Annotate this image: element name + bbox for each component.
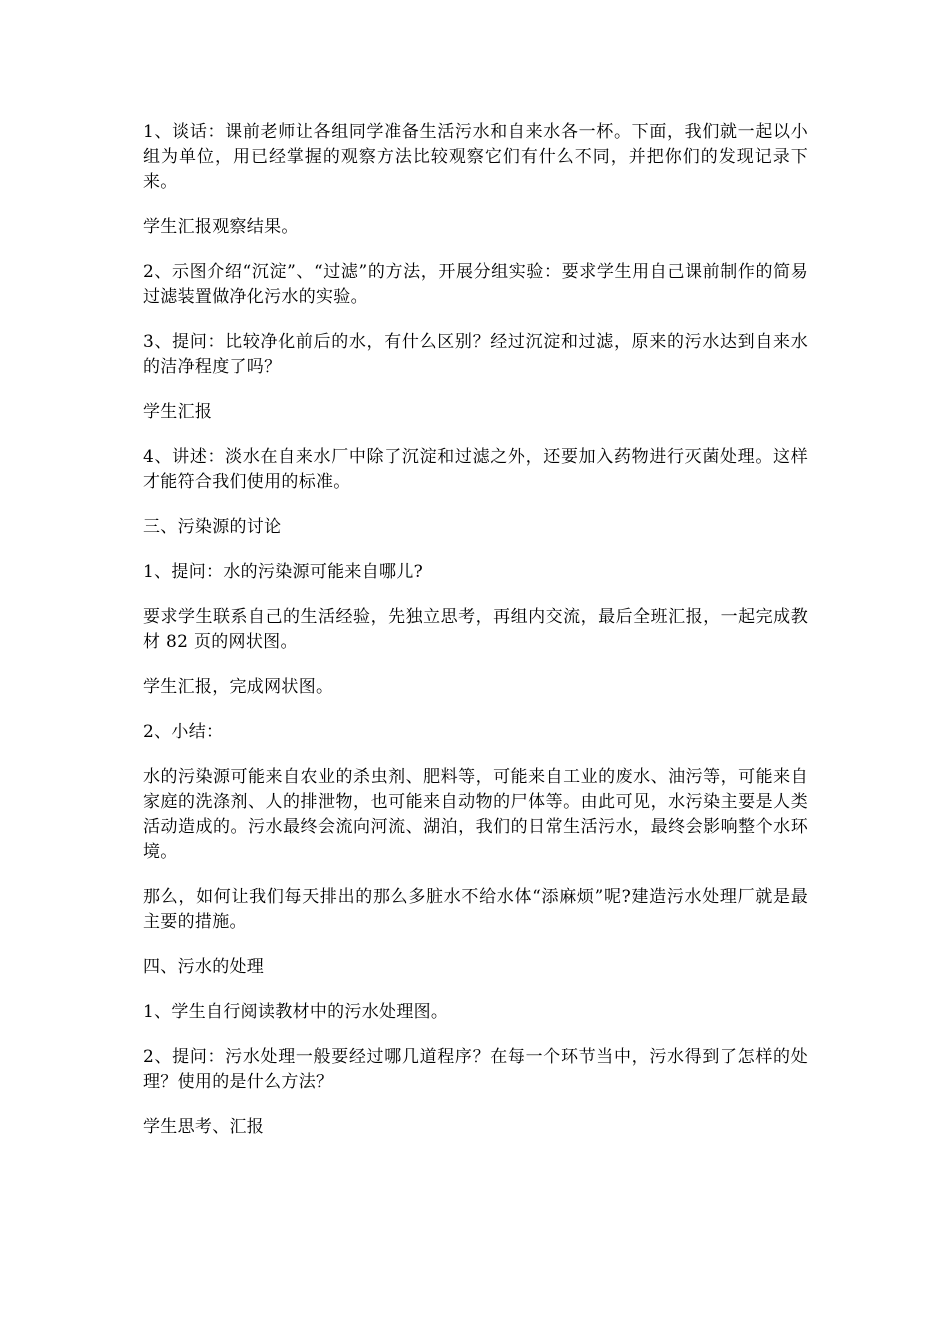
paragraph-summary-label: 2、小结： [143,722,224,742]
section-heading-pollution-sources: 三、污染源的讨论 [143,517,282,537]
paragraph-complete-diagram: 学生汇报，完成网状图。 [143,677,334,697]
section-heading-sewage-treatment: 四、污水的处理 [143,957,265,977]
paragraph-summary-text: 水的污染源可能来自农业的杀虫剂、肥料等，可能来自工业的废水、油污等，可能来自家庭的洗涤剂、人的排泄物，也可能来自动物的尸体等。由此可见，水污染主要是人类活动造成的。污水最终会流向河流、湖泊，我们的日常生活污水，最终会影响整个水环境。 [143,767,808,862]
paragraph-question-sources: 1、提问：水的污染源可能来自哪儿? [143,562,424,582]
paragraph-talk-intro: 1、谈话：课前老师让各组同学准备生活污水和自来水各一杯。下面，我们就一起以小组为单位，用已经掌握的观察方法比较观察它们有什么不同，并把你们的发现记录下来。 [143,122,808,192]
paragraph-group-discussion: 要求学生联系自己的生活经验，先独立思考，再组内交流，最后全班汇报，一起完成教材 82 页的网状图。 [143,607,808,652]
paragraph-question-procedure: 2、提问：污水处理一般要经过哪几道程序？在每一个环节当中，污水得到了怎样的处理？使用的是什么方法？ [143,1047,808,1092]
paragraph-report-observation: 学生汇报观察结果。 [143,217,299,237]
paragraph-read-diagram: 1、学生自行阅读教材中的污水处理图。 [143,1002,449,1022]
paragraph-think-report: 学生思考、汇报 [143,1117,265,1137]
paragraph-treatment-plant: 那么，如何让我们每天排出的那么多脏水不给水体“添麻烦”呢?建造污水处理厂就是最主要的措施。 [143,887,808,932]
paragraph-question-compare: 3、提问：比较净化前后的水，有什么区别？经过沉淀和过滤，原来的污水达到自来水的洁净程度了吗？ [143,332,808,377]
paragraph-filter-experiment: 2、示图介绍“沉淀”、“过滤”的方法，开展分组实验：要求学生用自己课前制作的简易过滤装置做净化污水的实验。 [143,262,808,307]
paragraph-disinfection: 4、讲述：淡水在自来水厂中除了沉淀和过滤之外，还要加入药物进行灭菌处理。这样才能符合我们使用的标准。 [143,447,808,492]
document-body [143,120,808,1160]
paragraph-student-report: 学生汇报 [143,402,213,422]
